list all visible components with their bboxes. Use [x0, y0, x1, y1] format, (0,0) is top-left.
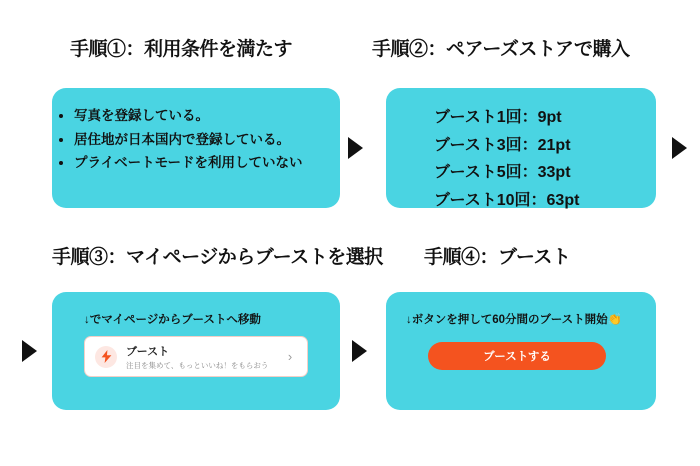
step-2-panel	[386, 88, 656, 208]
step-4-note: ↓ボタンを押して60分間のブースト開始👏	[406, 314, 622, 326]
step-3-note: ↓でマイページからブーストへ移動	[84, 314, 261, 326]
step-4-title: 手順④：ブースト	[424, 247, 571, 268]
list-item: • プライベートモードを利用していない	[74, 151, 340, 175]
list-item: • 写真を登録している。	[74, 104, 340, 128]
boost-menu-row[interactable]	[84, 336, 308, 377]
step-1-panel	[52, 88, 340, 208]
list-item: ブースト1回：9pt	[434, 109, 562, 126]
chevron-right-icon: ›	[287, 349, 293, 364]
price-list	[434, 104, 656, 214]
arrow-step3-to-step4-icon	[352, 340, 367, 362]
requirements-list	[52, 104, 340, 175]
boost-bolt-icon	[95, 346, 117, 368]
list-item: ブースト5回：33pt	[434, 164, 571, 182]
step-3-title: 手順③：マイページからブーストを選択	[52, 247, 383, 268]
arrow-step2-to-step3-icon	[672, 137, 687, 159]
boost-cta-button[interactable]: ブーストする	[428, 342, 606, 370]
step-1-title: 手順①：利用条件を満たす	[70, 39, 293, 60]
list-item: • 居住地が日本国内で登録している。	[74, 128, 340, 152]
boost-menu-subtitle: 注目を集めて、もっといいね！をもらおう	[126, 360, 269, 370]
list-item: ブースト3回：21pt	[434, 136, 571, 154]
step-2-title: 手順②：ペアーズストアで購入	[372, 39, 630, 60]
boost-menu-text	[126, 342, 283, 372]
arrow-step1-to-step2-icon	[348, 137, 363, 159]
arrow-into-step3-icon	[22, 340, 37, 362]
list-item: ブースト10回：63pt	[434, 191, 580, 209]
boost-menu-title: ブースト	[126, 345, 170, 358]
